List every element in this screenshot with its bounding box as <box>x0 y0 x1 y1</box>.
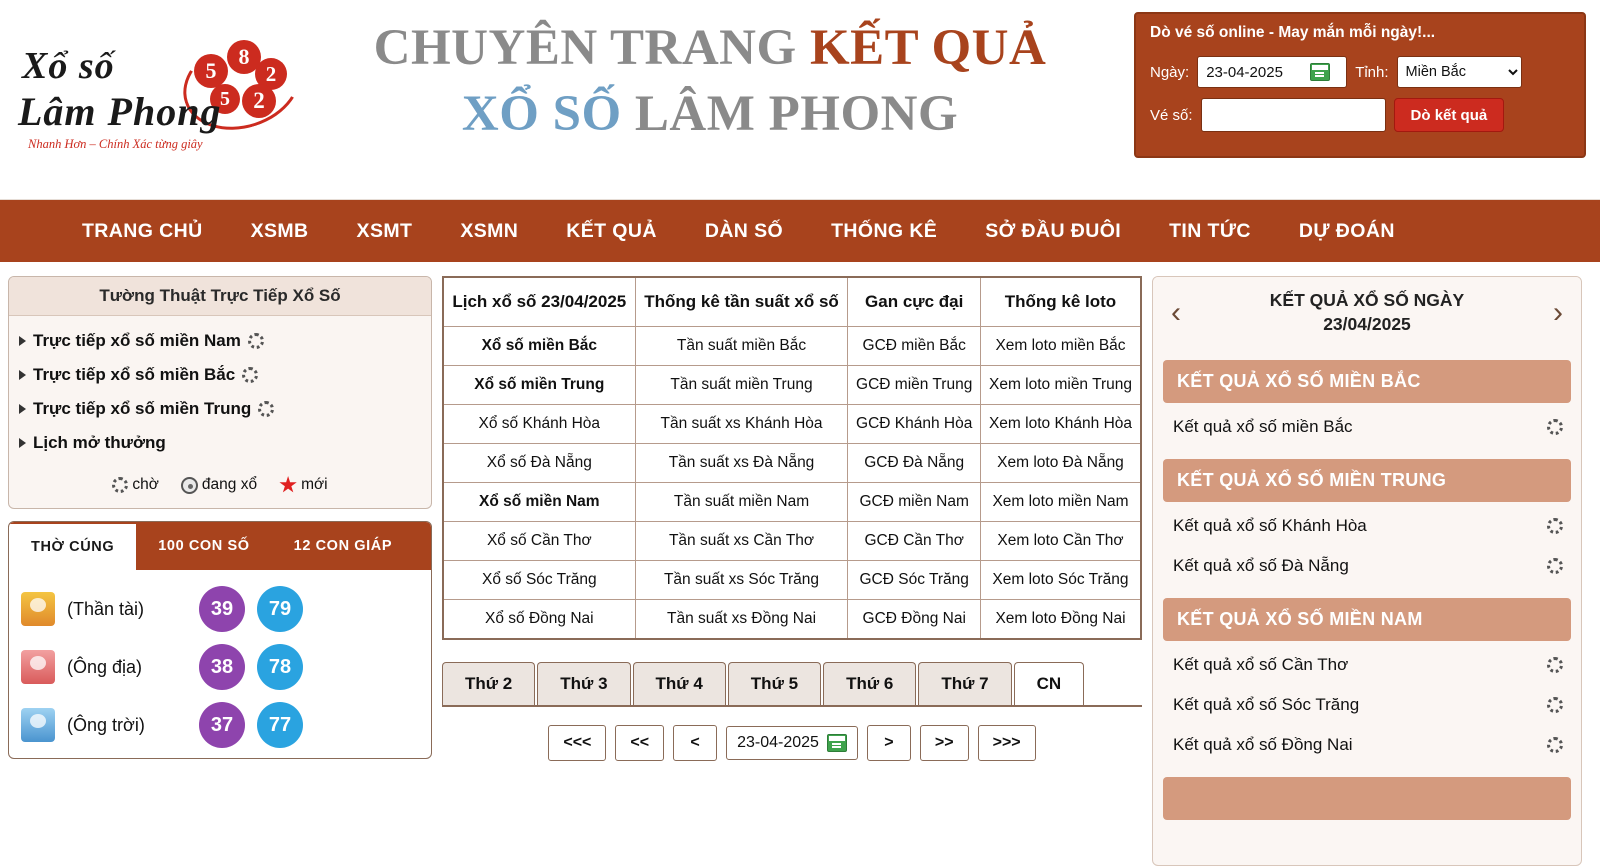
weekday-tabs <box>442 662 1142 707</box>
cell-loto[interactable]: Xem loto miền Bắc <box>980 327 1141 366</box>
tab-thu-2[interactable]: Thứ 2 <box>442 662 535 705</box>
result-item-label: Kết quả xổ số Đồng Nai <box>1173 735 1353 755</box>
results-group-title-bac: KẾT QUẢ XỔ SỐ MIỀN BẮC <box>1163 360 1571 403</box>
live-panel-title: Tường Thuật Trực Tiếp Xổ Số <box>9 277 431 316</box>
tab-cn[interactable]: CN <box>1014 662 1085 705</box>
table-row <box>443 444 1141 483</box>
cell-frequency[interactable]: Tần suất miền Nam <box>635 483 848 522</box>
table-header-row <box>443 277 1141 327</box>
cell-loto[interactable]: Xem loto miền Nam <box>980 483 1141 522</box>
nav-item-xsmt[interactable]: XSMT <box>356 219 413 242</box>
table-row <box>443 483 1141 522</box>
bullet-triangle-icon <box>19 336 26 346</box>
spinner-icon <box>1547 518 1563 534</box>
spinner-icon <box>248 333 264 349</box>
schedule-table <box>442 276 1142 640</box>
nav-item-thong-ke[interactable]: THỐNG KÊ <box>831 219 938 242</box>
cell-loto[interactable]: Xem loto Khánh Hòa <box>980 405 1141 444</box>
results-group-title-nam: KẾT QUẢ XỔ SỐ MIỀN NAM <box>1163 598 1571 641</box>
cell-gan[interactable]: GCĐ Khánh Hòa <box>848 405 981 444</box>
result-item-khanh-hoa[interactable] <box>1153 506 1581 546</box>
deity-label: (Ông trời) <box>67 714 145 735</box>
nav-item-tin-tuc[interactable]: TIN TỨC <box>1169 219 1251 242</box>
list-item[interactable] <box>21 638 419 696</box>
result-item-label: Kết quả xổ số Khánh Hòa <box>1173 516 1367 536</box>
live-item-mien-nam[interactable] <box>13 324 427 358</box>
cell-region[interactable]: Xổ số Đồng Nai <box>443 600 635 640</box>
lucky-number-primary[interactable]: 37 <box>199 702 245 748</box>
worship-tabs-panel <box>8 521 432 759</box>
spinner-icon <box>1547 419 1563 435</box>
search-panel-title: Dò vé số online - May mắn mỗi ngày!... <box>1150 24 1436 41</box>
cell-gan[interactable]: GCĐ Cần Thơ <box>848 522 981 561</box>
left-column <box>0 276 432 866</box>
column-header-loto: Thống kê loto <box>980 277 1141 327</box>
spinner-icon <box>258 401 274 417</box>
cell-frequency[interactable]: Tần suất xs Sóc Trăng <box>635 561 848 600</box>
logo-ball-3: 2 <box>255 58 287 90</box>
table-row <box>443 366 1141 405</box>
result-item-da-nang[interactable] <box>1153 546 1581 586</box>
tab-thu-7[interactable]: Thứ 7 <box>918 662 1011 705</box>
spinner-icon <box>112 477 128 493</box>
ticket-input[interactable] <box>1201 98 1386 132</box>
bullet-triangle-icon <box>19 370 26 380</box>
site-header <box>0 0 1600 200</box>
deity-label: (Ông địa) <box>67 656 143 677</box>
logo-tagline: Nhanh Hơn – Chính Xác từng giây <box>28 137 203 151</box>
nav-item-du-doan[interactable]: DỰ ĐOÁN <box>1298 219 1395 242</box>
deity-icon <box>21 592 55 626</box>
live-item-label: Lịch mở thưởng <box>33 433 166 452</box>
cell-gan[interactable]: GCĐ miền Nam <box>848 483 981 522</box>
main-navigation <box>0 200 1600 262</box>
pager-first-button[interactable]: <<< <box>548 725 606 761</box>
page-title-part2: KẾT QUẢ <box>809 20 1047 76</box>
live-item-label: Trực tiếp xổ số miền Bắc <box>33 365 236 384</box>
result-item-label: Kết quả xổ số Sóc Trăng <box>1173 695 1360 715</box>
cell-loto[interactable]: Xem loto miền Trung <box>980 366 1141 405</box>
site-logo[interactable] <box>12 22 302 162</box>
live-item-label: Trực tiếp xổ số miền Nam <box>33 331 241 350</box>
pager-prev-button[interactable]: < <box>673 725 717 761</box>
lucky-number-secondary[interactable]: 78 <box>257 644 303 690</box>
cell-loto[interactable]: Xem loto Sóc Trăng <box>980 561 1141 600</box>
cell-region[interactable]: Xổ số Cần Thơ <box>443 522 635 561</box>
list-item[interactable] <box>21 580 419 638</box>
tab-tho-cung[interactable]: THỜ CÚNG <box>9 522 136 570</box>
live-item-label: Trực tiếp xổ số miền Trung <box>33 399 252 418</box>
results-title-line1: KẾT QUẢ XỔ SỐ NGÀY <box>1269 290 1465 310</box>
bullet-triangle-icon <box>19 438 26 448</box>
result-item-label: Kết quả xổ số miền Bắc <box>1173 417 1353 437</box>
table-row <box>443 561 1141 600</box>
cell-gan[interactable]: GCĐ Đồng Nai <box>848 600 981 640</box>
search-submit-button[interactable]: Dò kết quả <box>1394 98 1505 132</box>
cell-gan[interactable]: GCĐ miền Bắc <box>848 327 981 366</box>
column-header-lich: Lịch xổ số 23/04/2025 <box>443 277 635 327</box>
next-day-arrow-icon[interactable]: › <box>1553 295 1563 329</box>
bullet-triangle-icon <box>19 404 26 414</box>
pager-last-button[interactable]: >>> <box>978 725 1036 761</box>
logo-text-line2: Lâm Phong <box>18 89 222 134</box>
pager-next-week-button[interactable]: >> <box>920 725 969 761</box>
legend-waiting <box>112 476 159 494</box>
calendar-icon[interactable] <box>1310 63 1330 81</box>
cell-loto[interactable]: Xem loto Đồng Nai <box>980 600 1141 640</box>
cell-loto[interactable]: Xem loto Cần Thơ <box>980 522 1141 561</box>
table-row <box>443 522 1141 561</box>
cell-region[interactable]: Xổ số miền Bắc <box>443 327 635 366</box>
nav-item-so-dau-duoi[interactable]: SỞ ĐẦU ĐUÔI <box>985 219 1122 242</box>
lucky-number-primary[interactable]: 39 <box>199 586 245 632</box>
page-title-part3: XỔ SỐ <box>461 86 635 143</box>
cell-region[interactable]: Xổ số miền Trung <box>443 366 635 405</box>
logo-ball-5: 2 <box>242 84 276 118</box>
result-item-dong-nai[interactable] <box>1153 725 1581 765</box>
legend-new <box>279 476 328 494</box>
date-label: Ngày: <box>1150 63 1190 81</box>
result-item-soc-trang[interactable] <box>1153 685 1581 725</box>
cell-loto[interactable]: Xem loto Đà Nẵng <box>980 444 1141 483</box>
column-header-tan-suat: Thống kê tần suất xổ số <box>635 277 848 327</box>
lucky-number-secondary[interactable]: 79 <box>257 586 303 632</box>
results-group-title-trung: KẾT QUẢ XỔ SỐ MIỀN TRUNG <box>1163 459 1571 502</box>
tab-thu-5[interactable]: Thứ 5 <box>728 662 821 705</box>
nav-item-ket-qua[interactable]: KẾT QUẢ <box>566 219 657 242</box>
live-broadcast-panel <box>8 276 432 509</box>
page-title-part4: LÂM PHONG <box>634 86 959 143</box>
cell-frequency[interactable]: Tần suất xs Đà Nẵng <box>635 444 848 483</box>
legend-label: đang xổ <box>201 476 258 493</box>
cell-region[interactable]: Xổ số Sóc Trăng <box>443 561 635 600</box>
results-panel <box>1152 276 1582 866</box>
live-list <box>9 316 431 466</box>
result-item-label: Kết quả xổ số Đà Nẵng <box>1173 556 1349 576</box>
cell-gan[interactable]: GCĐ miền Trung <box>848 366 981 405</box>
lucky-number-primary[interactable]: 38 <box>199 644 245 690</box>
result-item-can-tho[interactable] <box>1153 645 1581 685</box>
spinner-icon <box>1547 558 1563 574</box>
cell-frequency[interactable]: Tần suất xs Cần Thơ <box>635 522 848 561</box>
status-legend <box>9 466 431 508</box>
page-title-part1: CHUYÊN TRANG <box>373 20 810 76</box>
tab-12-con-giap[interactable]: 12 CON GIÁP <box>293 538 393 554</box>
lottery-search-panel <box>1134 12 1586 158</box>
legend-label: chờ <box>132 476 159 493</box>
nav-item-dan-so[interactable]: DÀN SỐ <box>704 219 784 242</box>
logo-ball-4: 5 <box>210 84 240 114</box>
cell-gan[interactable]: GCĐ Đà Nẵng <box>848 444 981 483</box>
spinner-icon <box>1547 697 1563 713</box>
live-item-mien-bac[interactable] <box>13 358 427 392</box>
tab-100-con-so[interactable]: 100 CON SỐ <box>158 538 250 554</box>
pager-date-field[interactable] <box>726 726 858 760</box>
live-item-mien-trung[interactable] <box>13 392 427 426</box>
tab-thu-6[interactable]: Thứ 6 <box>823 662 916 705</box>
star-icon <box>279 476 297 494</box>
logo-ball-1: 8 <box>227 40 261 74</box>
page-title <box>330 18 1090 144</box>
tab-thu-4[interactable]: Thứ 4 <box>633 662 726 705</box>
middle-column <box>432 276 1152 866</box>
cell-region[interactable]: Xổ số miền Nam <box>443 483 635 522</box>
spinner-icon <box>1547 657 1563 673</box>
logo-text-line1: Xổ số <box>22 45 115 87</box>
spinner-icon <box>1547 737 1563 753</box>
date-input[interactable] <box>1204 63 1310 82</box>
pager-date-value: 23-04-2025 <box>737 734 819 751</box>
cell-gan[interactable]: GCĐ Sóc Trăng <box>848 561 981 600</box>
legend-label: mới <box>301 476 328 493</box>
date-field[interactable] <box>1197 56 1347 88</box>
nav-item-trang-chu[interactable]: TRANG CHỦ <box>82 219 203 242</box>
lucky-number-secondary[interactable]: 77 <box>257 702 303 748</box>
calendar-icon[interactable] <box>827 734 847 752</box>
cell-frequency[interactable]: Tần suất miền Trung <box>635 366 848 405</box>
table-row <box>443 327 1141 366</box>
cell-frequency[interactable]: Tần suất xs Đồng Nai <box>635 600 848 640</box>
result-item-mien-bac[interactable] <box>1153 407 1581 447</box>
logo-ball-2: 5 <box>194 54 228 88</box>
results-title-line2: 23/04/2025 <box>1323 313 1411 334</box>
legend-drawing <box>181 476 257 494</box>
date-pager <box>442 725 1142 761</box>
cell-region[interactable]: Xổ số Khánh Hòa <box>443 405 635 444</box>
results-panel-header <box>1153 277 1581 348</box>
tabs-header <box>9 522 431 570</box>
right-column <box>1152 276 1592 866</box>
column-header-gan: Gan cực đại <box>848 277 981 327</box>
live-item-lich-mo-thuong[interactable] <box>13 426 427 460</box>
tab-thu-3[interactable]: Thứ 3 <box>537 662 630 705</box>
deity-label: (Thần tài) <box>67 598 145 619</box>
table-row <box>443 405 1141 444</box>
spinner-icon <box>242 367 258 383</box>
ball-icon <box>181 477 198 494</box>
table-row <box>443 600 1141 640</box>
pager-prev-week-button[interactable]: << <box>615 725 664 761</box>
province-select[interactable] <box>1397 56 1522 88</box>
nav-item-xsmb[interactable]: XSMB <box>250 219 309 242</box>
deity-icon <box>21 708 55 742</box>
list-item[interactable] <box>21 696 419 754</box>
worship-list <box>9 570 431 758</box>
pager-next-button[interactable]: > <box>867 725 911 761</box>
cell-frequency[interactable]: Tần suất xs Khánh Hòa <box>635 405 848 444</box>
prev-day-arrow-icon[interactable]: ‹ <box>1171 295 1181 329</box>
deity-icon <box>21 650 55 684</box>
result-item-label: Kết quả xổ số Cần Thơ <box>1173 655 1349 675</box>
cell-frequency[interactable]: Tần suất miền Bắc <box>635 327 848 366</box>
page-body <box>0 262 1600 866</box>
province-label: Tỉnh: <box>1355 63 1389 81</box>
cell-region[interactable]: Xổ số Đà Nẵng <box>443 444 635 483</box>
nav-item-xsmn[interactable]: XSMN <box>460 219 519 242</box>
ticket-label: Vé số: <box>1150 106 1193 124</box>
results-group-title-extra <box>1163 777 1571 820</box>
results-panel-title <box>1187 289 1547 336</box>
